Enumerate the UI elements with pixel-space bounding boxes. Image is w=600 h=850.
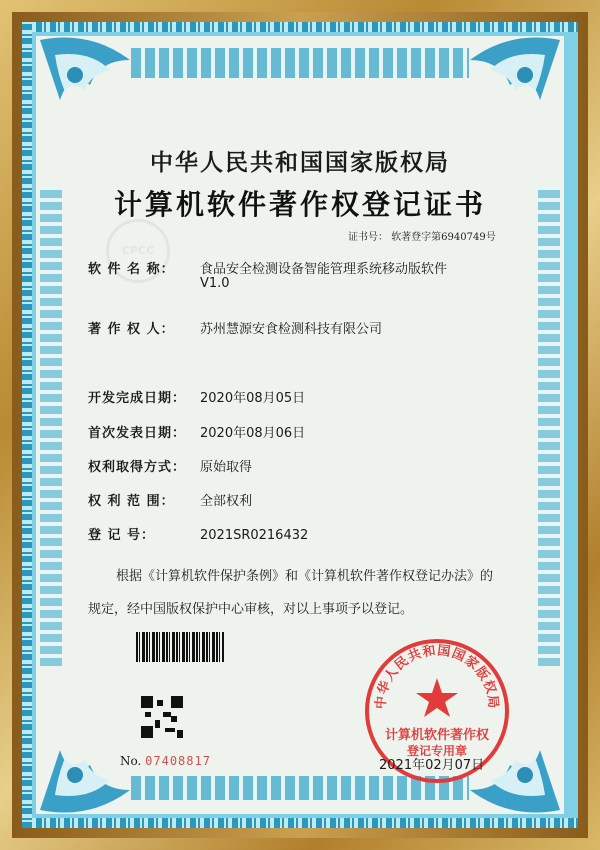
field-registration-number [88, 524, 308, 543]
issue-date: 2021年02月07日 [379, 758, 485, 773]
seal-inner-line-2: 登记专用章 [406, 744, 467, 758]
field-acquisition-method [88, 456, 252, 475]
field-software-version [88, 276, 230, 291]
field-completion-date [88, 387, 305, 406]
statement-line-1: 根据《计算机软件保护条例》和《计算机软件著作权登记办法》的 [116, 569, 494, 584]
field-label: 权 利 范 围： [88, 494, 175, 509]
serial-prefix: No. [120, 754, 142, 768]
field-value: 2021SR0216432 [200, 528, 309, 543]
certificate-number-value: 软著登字第6940749号 [391, 232, 496, 243]
cpcc-watermark-icon: CPCC [106, 219, 170, 283]
decorative-band-right [538, 186, 560, 666]
field-label: 权利取得方式： [88, 460, 187, 475]
statement-line-2: 规定，经中国版权保护中心审核，对以上事项予以登记。 [88, 602, 414, 617]
field-copyright-owner [88, 318, 382, 337]
certificate-paper [22, 22, 578, 828]
issuer-title: 中华人民共和国国家版权局 [150, 149, 450, 176]
field-label: 登 记 号： [88, 528, 156, 543]
field-label: 开发完成日期： [88, 391, 187, 406]
field-value: 原始取得 [200, 460, 253, 475]
certificate-number [348, 228, 496, 243]
certificate-number-label: 证书号： [348, 232, 388, 243]
barcode-icon [136, 632, 224, 662]
decorative-band-top [131, 48, 469, 78]
field-value: 食品安全检测设备智能管理系统移动版软件 [200, 262, 448, 277]
field-label: 著 作 权 人： [88, 322, 175, 337]
field-value: 2020年08月06日 [200, 426, 306, 441]
corner-ornament-icon [30, 30, 150, 150]
field-value: 2020年08月05日 [200, 391, 306, 406]
field-rights-scope [88, 490, 252, 509]
field-label: 软 件 名 称： [88, 262, 175, 277]
decorative-band-left [40, 186, 62, 666]
field-publish-date [88, 422, 305, 441]
certificate-body [36, 36, 564, 814]
field-software-name [88, 258, 447, 277]
corner-ornament-icon [450, 30, 570, 150]
field-value: 苏州慧源安食检测科技有限公司 [200, 322, 383, 337]
seal-ring-text: 中华人民共和国国家版权局 [373, 643, 501, 710]
field-label: 首次发表日期： [88, 426, 187, 441]
field-value: 全部权利 [200, 494, 253, 509]
seal-inner-line-1: 计算机软件著作权 [384, 728, 489, 743]
certificate-title: 计算机软件著作权登记证书 [113, 188, 486, 221]
serial-number [120, 754, 211, 768]
field-value: V1.0 [200, 276, 230, 291]
qr-code-icon [141, 696, 183, 738]
serial-value: 07408817 [145, 754, 211, 768]
